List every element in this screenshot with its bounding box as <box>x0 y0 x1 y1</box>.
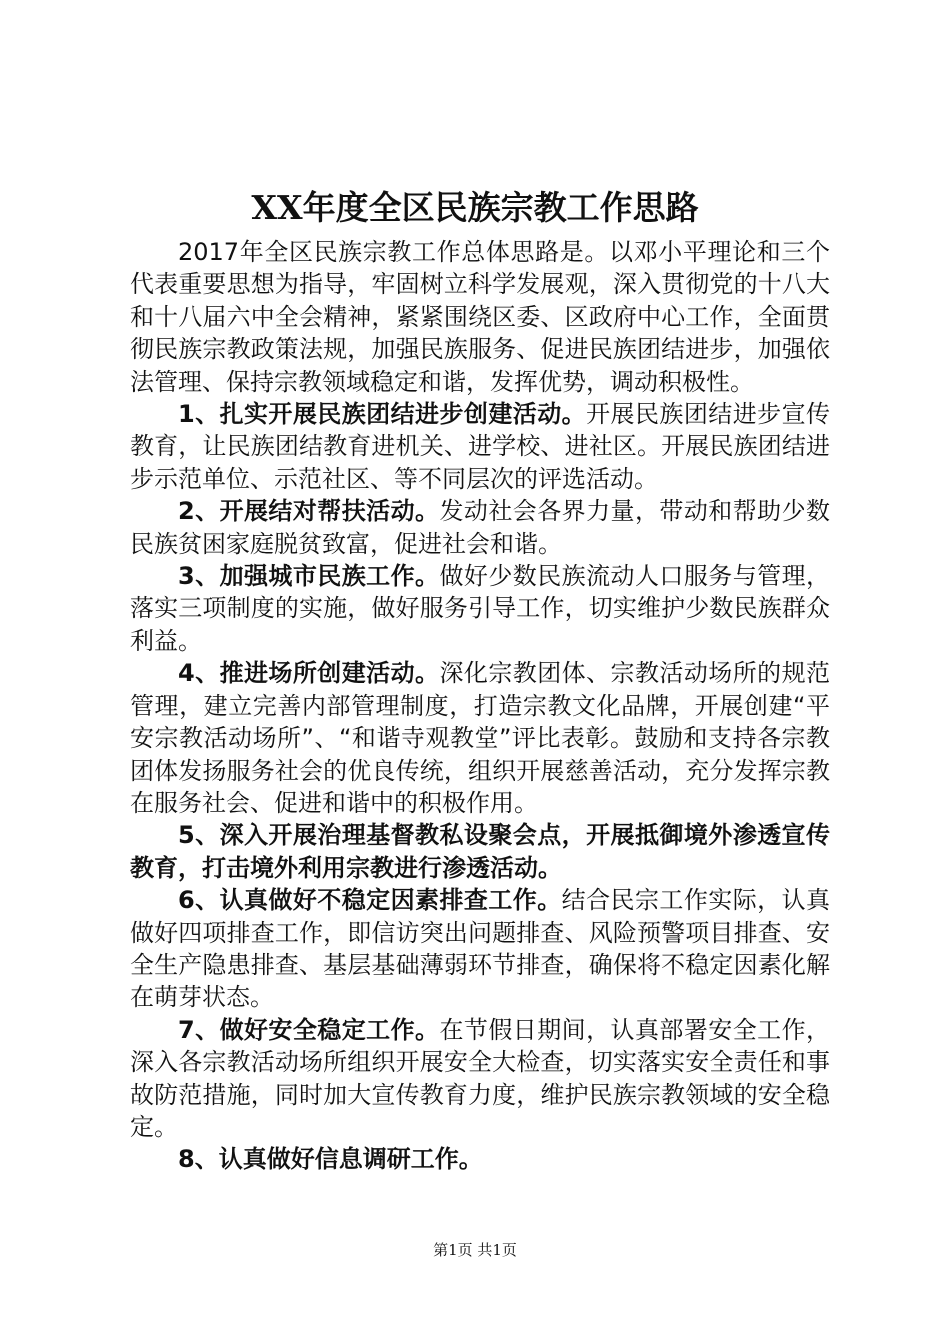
item-heading: 6、认真做好不稳定因素排查工作。 <box>178 886 562 915</box>
item-heading: 1、扎实开展民族团结进步创建活动。 <box>178 400 587 429</box>
item-paragraph-3 <box>130 560 830 657</box>
document-title: XX年度全区民族宗教工作思路 <box>251 188 699 227</box>
item-text: 做好少数民族流动人口服务与管理，落实三项制度的实施，做好服务引导工作，切实维护少数民族群众利益。 <box>130 562 831 655</box>
item-paragraph-1 <box>130 398 830 495</box>
item-heading: 8、认真做好信息调研工作。 <box>178 1145 483 1174</box>
item-text: 发动社会各界力量，带动和帮助少数民族贫困家庭脱贫致富，促进社会和谐。 <box>130 497 831 558</box>
item-text: 结合民宗工作实际，认真做好四项排查工作，即信访突出问题排查、风险预警项目排查、安全生产隐患排查、基层基础薄弱环节排查，确保将不稳定因素化解在萌芽状态。 <box>130 886 831 1012</box>
item-paragraph-5 <box>130 819 830 884</box>
item-paragraph-7 <box>130 1014 830 1144</box>
item-paragraph-4 <box>130 657 830 819</box>
item-paragraph-6 <box>130 884 830 1014</box>
item-heading: 2、开展结对帮扶活动。 <box>178 497 440 526</box>
item-heading: 3、加强城市民族工作。 <box>178 562 440 591</box>
page-footer: 第1页 共1页 <box>433 1241 517 1259</box>
document-body <box>130 236 830 1176</box>
item-text: 深化宗教团体、宗教活动场所的规范管理，建立完善内部管理制度，打造宗教文化品牌，开展创建“平安宗教活动场所”、“和谐寺观教堂”评比表彰。鼓励和支持各宗教团体发扬服务社会的优良传统，组织开展慈善活动，充分发挥宗教在服务社会、促进和谐中的积极作用。 <box>130 659 831 817</box>
item-text: 在节假日期间，认真部署安全工作，深入各宗教活动场所组织开展安全大检查，切实落实安全责任和事故防范措施，同时加大宣传教育力度，维护民族宗教领域的安全稳定。 <box>130 1015 831 1141</box>
item-heading: 5、深入开展治理基督教私设聚会点，开展抵御境外渗透宣传教育，打击境外利用宗教进行渗透活动。 <box>130 821 830 882</box>
item-paragraph-2 <box>130 495 830 560</box>
item-text: 开展民族团结进步宣传教育，让民族团结教育进机关、进学校、进社区。开展民族团结进步示范单位、示范社区、等不同层次的评选活动。 <box>130 400 831 493</box>
intro-paragraph: 2017年全区民族宗教工作总体思路是。以邓小平理论和三个代表重要思想为指导，牢固树立科学发展观，深入贯彻党的十八大和十八届六中全会精神，紧紧围绕区委、区政府中心工作，全面贯彻民族宗教政策法规，加强民族服务、促进民族团结进步，加强依法管理、保持宗教领域稳定和谐，发挥优势，调动积极性。 <box>130 238 830 396</box>
item-paragraph-8 <box>130 1143 830 1175</box>
item-heading: 4、推进场所创建活动。 <box>178 659 440 688</box>
item-heading: 7、做好安全稳定工作。 <box>178 1015 440 1044</box>
